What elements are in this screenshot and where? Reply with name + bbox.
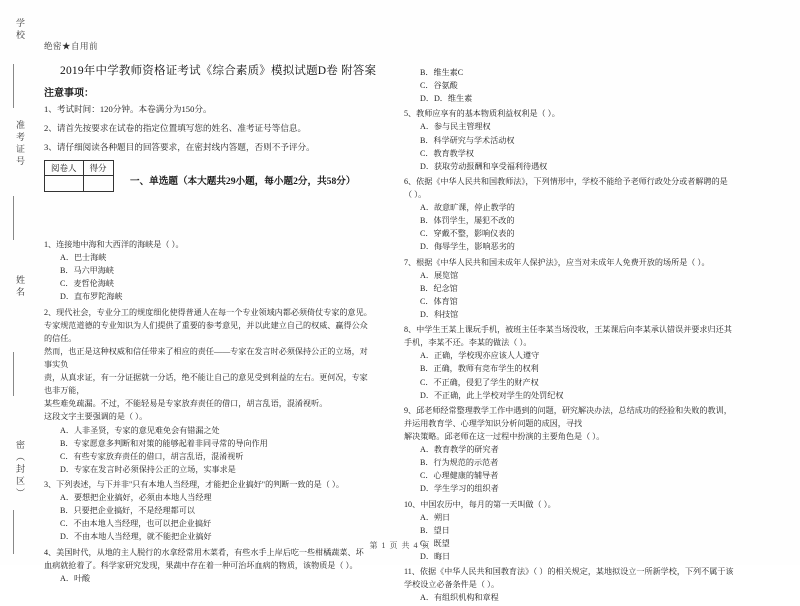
left-margin-strip: [0, 0, 38, 565]
question-option[interactable]: A．参与民主管理权: [420, 122, 491, 132]
question-option[interactable]: B．望日: [420, 525, 450, 535]
question-option[interactable]: C．既望: [420, 538, 450, 548]
score-box-cell-marker[interactable]: [45, 176, 84, 192]
score-box-header-marker: 阅卷人: [45, 161, 84, 176]
question-item: [404, 175, 734, 254]
question-option[interactable]: B．行为规范的示范者: [420, 458, 499, 468]
question-item: [404, 323, 734, 402]
question-stem: 7、根据《中华人民共和国未成年人保护法》，应当对未成年人免费开放的场所是（ ）。: [404, 257, 710, 267]
question-option[interactable]: B．维生素C: [420, 68, 464, 77]
question-option[interactable]: D．科技馆: [420, 309, 459, 319]
question-option[interactable]: A．叶酸: [60, 573, 91, 583]
question-option[interactable]: B．体罚学生，屡犯不改的: [420, 216, 515, 226]
question-option[interactable]: C．有些专家放弃责任的借口，胡言乱语，混淆视听: [60, 451, 244, 461]
question-paragraph: 专家规范道德的专业知识为人们提供了重要的参考意见，并以此建立自己的权威、赢得公众的信任。: [44, 320, 368, 343]
question-option[interactable]: B．专家愿意多判断和对策的能够起着非同寻常的导向作用: [60, 438, 268, 448]
question-item: [44, 478, 374, 544]
question-stem: 1、连接地中海和大西洋的海峡是（ ）。: [44, 240, 184, 249]
question-option[interactable]: A．展览馆: [420, 270, 459, 280]
question-option[interactable]: A．人非圣贤，专家的意见难免会有错漏之处: [60, 425, 220, 435]
secret-mark: 绝密★自用前: [44, 41, 99, 51]
notice-line-1: 1、考试时间：120分钟。本卷满分为150分。: [44, 104, 212, 114]
question-option[interactable]: C．谷氨酸: [420, 81, 458, 91]
score-box-header-score: 得分: [83, 161, 113, 176]
question-item: [404, 107, 734, 173]
question-option[interactable]: C．体育馆: [420, 296, 458, 306]
side-label-exam-number: 准考证号: [15, 120, 25, 168]
question-stem: 3、下列表述，与下并非"只有本地人当经理，才能把企业搞好"的判断一致的是（ ）。: [44, 479, 345, 489]
question-stem: 11、依据《中华人民共和国教育法》（ ）的相关规定，某地拟设立一所新学校，下列不属于该学校设立必备条件是（ ）。: [404, 567, 734, 590]
question-paragraph: 某些难免疏漏。不过，不能轻易是专家放弃责任的借口，胡言乱语，混淆视听。: [44, 399, 328, 409]
question-option[interactable]: A．朔日: [420, 512, 451, 522]
side-label-sealed-area: 密（封区）: [15, 440, 25, 500]
question-stem: 5、教师应享有的基本物质利益权利是（ ）。: [404, 109, 560, 119]
question-paragraph: 手机，李某不还。李某的做法（ ）。: [404, 338, 532, 348]
question-item: [44, 238, 374, 304]
question-item: [404, 404, 734, 496]
score-box: [44, 160, 114, 192]
question-option[interactable]: C．心理健康的辅导者: [420, 471, 499, 481]
question-option[interactable]: B．纪念馆: [420, 283, 458, 293]
question-option[interactable]: C．不由本地人当经理，也可以把企业搞好: [60, 519, 212, 529]
score-box-cell-score[interactable]: [83, 176, 113, 192]
question-option[interactable]: D．学生学习的组织者: [420, 484, 499, 494]
question-option[interactable]: C．不正确，侵犯了学生的财产权: [420, 377, 539, 387]
question-option[interactable]: B．科学研究与学术活动权: [420, 135, 515, 145]
section-heading: 一、单选题（本大题共29小题，每小题2分，共58分）: [130, 176, 356, 187]
question-column-left: [44, 238, 374, 587]
question-stem: 6、依据《中华人民共和国教师法》，下列情形中，学校不能给予老师行政处分或者解聘的是（ ）。: [404, 176, 728, 199]
question-stem: 4、美国时代，从地的主人脱行的水拿经常用木菜肴，有些水手上岸后吃一些柑橘蔬菜、坏: [44, 547, 364, 557]
question-option[interactable]: C．穿戴不整，影响仪表的: [420, 229, 515, 239]
question-option[interactable]: C．麦哲伦海峡: [60, 279, 114, 289]
page-title: 2019年中学教师资格证考试《综合素质》模拟试题D卷 附答案: [60, 65, 377, 77]
question-item: [404, 565, 734, 604]
question-option[interactable]: D．直布罗陀海峡: [60, 292, 123, 302]
question-option[interactable]: A．正确，学校现亦应该人人遵守: [420, 351, 540, 361]
question-option[interactable]: B．只要把企业搞好，不是经理都可以: [60, 506, 195, 516]
question-option[interactable]: D．不由本地人当经理，就不能把企业搞好: [60, 532, 212, 542]
side-label-school: 学校: [15, 18, 25, 42]
question-item: [44, 546, 374, 585]
question-option[interactable]: A．有组织机构和章程: [420, 593, 499, 603]
question-option[interactable]: D．D．维生素: [420, 94, 473, 104]
question-paragraph: 解决策略。邱老师在这一过程中扮演的主要角色是（ ）。: [404, 431, 605, 441]
question-option[interactable]: A．巴士海峡: [60, 253, 107, 263]
question-option[interactable]: A．要想把企业搞好，必须由本地人当经理: [60, 493, 212, 503]
question-option[interactable]: B．正确，教师有竞布学生的权利: [420, 364, 539, 374]
question-option[interactable]: C．教育教学权: [420, 148, 474, 158]
question-item: [404, 256, 734, 322]
question-paragraph: 这段文字主要强调的是（ ）。: [44, 412, 148, 422]
question-option[interactable]: D．晦日: [420, 551, 451, 561]
question-paragraph: 然而，也正是这种权威和信任带来了相应的责任——专家在发言时必须保持公正的立场，对事实负: [44, 346, 368, 369]
question-column-right: [404, 66, 734, 606]
question-item: [404, 498, 734, 564]
notice-line-3: 3、请仔细阅读各种题目的回答要求，在密封线内答题，否则不予评分。: [44, 142, 315, 152]
question-stem: 10、中国农历中，每月的第一天叫做（ ）。: [404, 499, 556, 509]
question-stem: 2、现代社会，专业分工的规度细化使得普通人在每一个专业领域内都必须倚仗专家的意见。: [44, 307, 372, 317]
question-option[interactable]: D．获取劳动报酬和享受福利待遇权: [420, 161, 548, 171]
question-stem: 9、邱老师经常整理教学工作中遇到的问题，研究解决办法，总结成功的经验和失败的教训，并运用教育学、心理学知识分析问题的成因，寻找: [404, 405, 732, 428]
question-paragraph: 血病就抢着了。科学家研究发现，果蔬中存在着一种可治坏血病的物质，该物质是（ ）。: [44, 560, 358, 570]
question-option[interactable]: A．教育教学的研究者: [420, 445, 499, 455]
notice-heading: 注意事项：: [44, 88, 94, 99]
question-option[interactable]: D．专家在发言时必须保持公正的立场，实事求是: [60, 464, 236, 474]
side-label-name: 姓名: [15, 275, 25, 299]
question-option[interactable]: A．故意旷课，停止教学的: [420, 203, 515, 213]
question-paragraph: 责，从真求证，有一分证据就一分话，绝不能让自己的意见受到利益的左右。更何况，专家也非万能，: [44, 373, 368, 396]
notice-line-2: 2、请首先按要求在试卷的指定位置填写您的姓名、准考证号等信息。: [44, 123, 307, 133]
page-footer: 第 1 页 共 4 页: [369, 541, 431, 550]
question-option[interactable]: D．不正确，此上学校对学生的处罚纪权: [420, 390, 564, 400]
question-item-continued: [404, 66, 734, 105]
question-stem: 8、中学生王某上课玩手机，被班主任李某当场没收，王某课后向李某承认错误并要求归还其: [404, 325, 732, 335]
question-option[interactable]: D．侮辱学生，影响恶劣的: [420, 242, 515, 252]
question-item: [44, 306, 374, 476]
question-option[interactable]: B．马六甲海峡: [60, 266, 114, 276]
